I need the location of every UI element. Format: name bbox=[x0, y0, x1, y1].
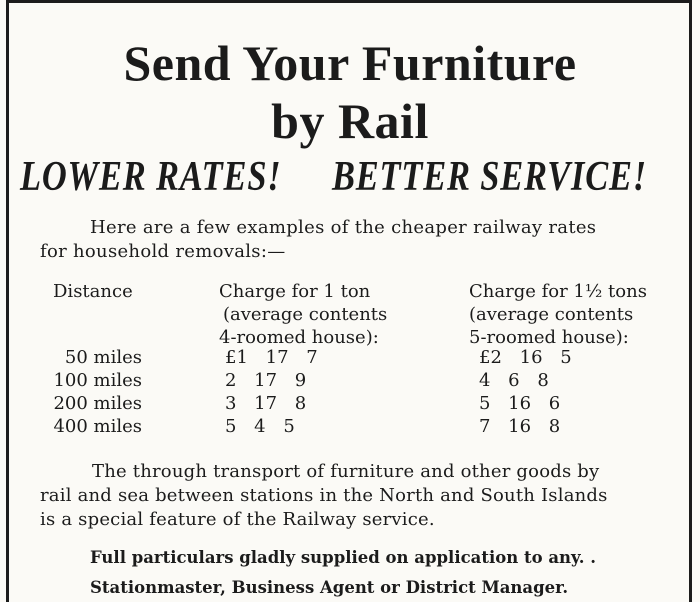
transport-paragraph bbox=[40, 460, 694, 532]
table-row bbox=[0, 416, 700, 439]
distance-cell: 50 miles bbox=[64, 347, 142, 368]
distance-cell: 400 miles bbox=[53, 416, 142, 437]
header-charge-1-ton-line: 4-roomed house): bbox=[219, 327, 379, 348]
charge-1-5-tons-cell: £2 16 5 bbox=[479, 347, 572, 368]
table-row bbox=[0, 370, 700, 393]
charge-1-ton-cell: 5 4 5 bbox=[225, 416, 295, 437]
intro-line-2: for household removals:— bbox=[40, 241, 286, 262]
header-charge-1-ton-line: (average contents bbox=[223, 304, 388, 325]
paragraph-line-3: is a special feature of the Railway service. bbox=[40, 509, 435, 530]
slogan-banner bbox=[20, 154, 648, 200]
footer-line-1: Full particulars gladly supplied on application to any. . bbox=[90, 548, 596, 567]
slogan-lower-rates: LOWER RATES! bbox=[20, 154, 282, 200]
footer-line-2: Stationmaster, Business Agent or District Manager. bbox=[90, 578, 569, 597]
intro-text bbox=[40, 216, 680, 264]
header-charge-1-5-tons-line: 5-roomed house): bbox=[469, 327, 629, 348]
header-charge-1-5-tons-line: Charge for 1½ tons bbox=[469, 281, 647, 302]
charge-1-5-tons-cell: 4 6 8 bbox=[479, 370, 549, 391]
paragraph-line-1: The through transport of furniture and other goods by bbox=[92, 461, 600, 482]
header-charge-1-5-tons-line: (average contents bbox=[469, 304, 634, 325]
headline-line-1: Send Your Furniture bbox=[123, 35, 577, 91]
header-charge-1-5-tons bbox=[469, 280, 647, 349]
distance-cell: 100 miles bbox=[53, 370, 142, 391]
table-row bbox=[0, 347, 700, 370]
paragraph-line-2: rail and sea between stations in the North and South Islands bbox=[40, 485, 608, 506]
header-distance: Distance bbox=[53, 281, 133, 302]
charge-1-5-tons-cell: 7 16 8 bbox=[479, 416, 561, 437]
distance-cell: 200 miles bbox=[53, 393, 142, 414]
header-charge-1-ton bbox=[219, 280, 387, 349]
intro-line-1: Here are a few examples of the cheaper railway rates bbox=[90, 217, 597, 238]
charge-1-ton-cell: £1 17 7 bbox=[225, 347, 318, 368]
slogan-better-service: BETTER SERVICE! bbox=[331, 154, 648, 200]
table-row bbox=[0, 393, 700, 416]
charge-1-ton-cell: 3 17 8 bbox=[225, 393, 307, 414]
charge-1-ton-cell: 2 17 9 bbox=[225, 370, 307, 391]
header-charge-1-ton-line: Charge for 1 ton bbox=[219, 281, 371, 302]
headline-line-2: by Rail bbox=[271, 93, 429, 149]
charge-1-5-tons-cell: 5 16 6 bbox=[479, 393, 561, 414]
rates-table bbox=[0, 347, 700, 439]
